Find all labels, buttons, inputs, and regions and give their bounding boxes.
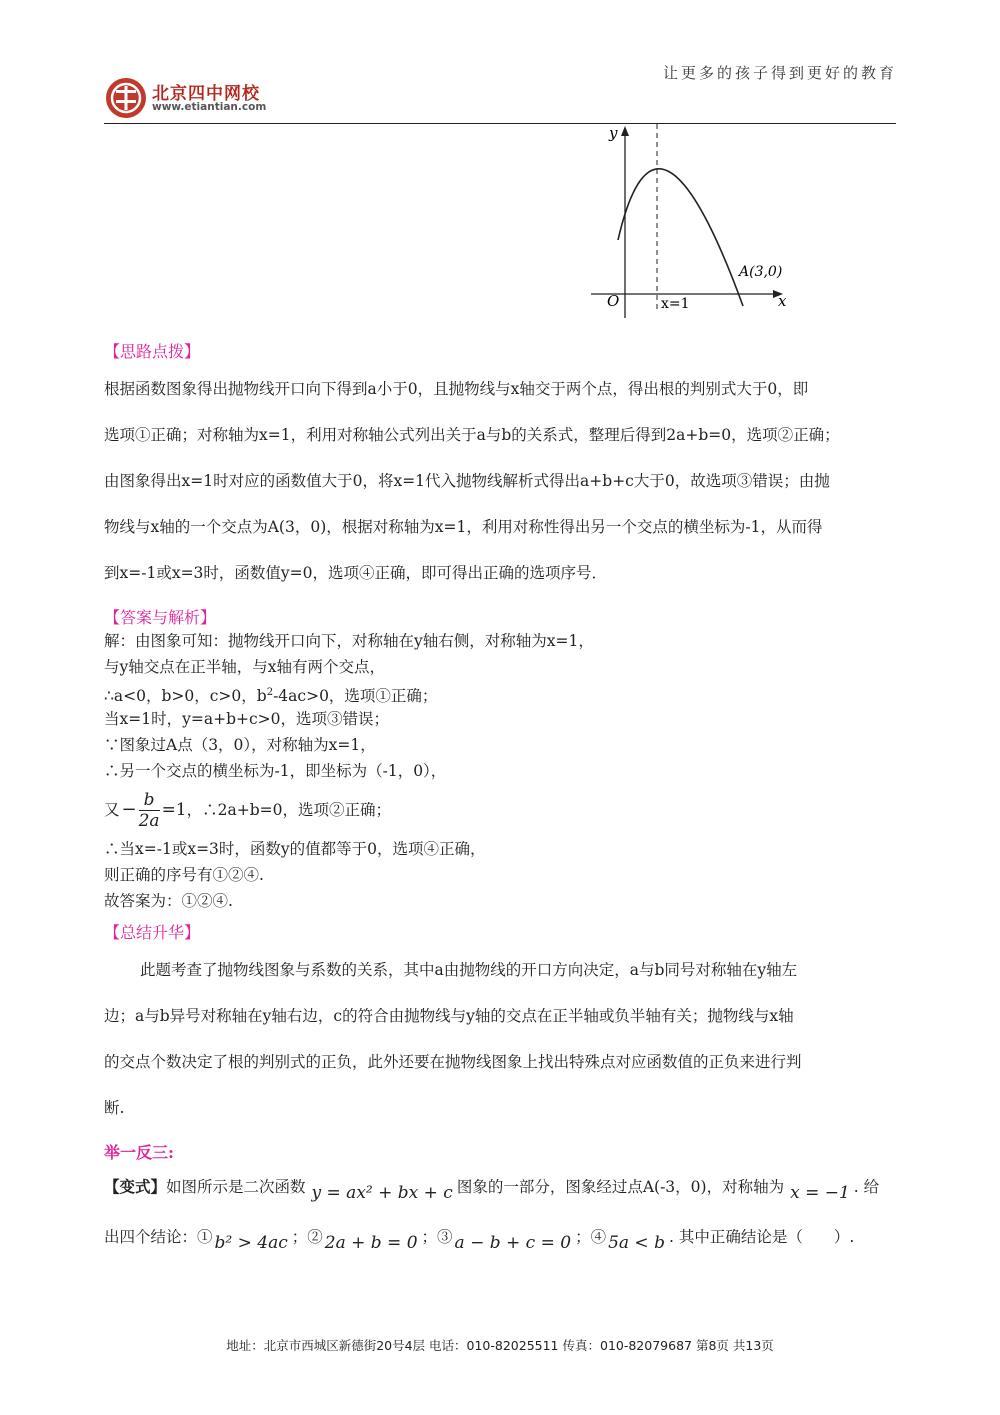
page-footer: 地址：北京市西城区新德街20号4层 电话：010-82025511 传真：010-82079687 第8页 共13页 [226, 1338, 774, 1353]
answer-text: ∴a<0，b>0，c>0，b [104, 687, 267, 706]
practice-problem [104, 1175, 896, 1265]
practice-text: 图象的一部分，图象经过点A(-3，0)，对称轴为 [456, 1178, 785, 1196]
practice-line [104, 1225, 896, 1265]
hint-line: 到x=-1或x=3时，函数值y=0，选项④正确，即可得出正确的选项序号． [104, 564, 608, 582]
summary-line: 的交点个数决定了根的判别式的正负，此外还要在抛物线图象上找出特殊点对应函数值的正负来进行判 [104, 1053, 802, 1071]
practice-text: 出四个结论：① [104, 1228, 213, 1246]
formula: y = ax² + bx + c [311, 1183, 453, 1203]
formula: a − b + c = 0 [454, 1233, 572, 1253]
formula: b² > 4ac [214, 1233, 288, 1253]
school-logo-icon [104, 76, 148, 120]
answer-text: -4ac>0，选项①正确； [273, 687, 438, 706]
formula: 5a < b [608, 1233, 665, 1253]
fraction-denominator: 2a [138, 810, 160, 831]
formula: x = −1 [790, 1183, 850, 1203]
answer-text: 又 [104, 801, 120, 819]
origin-label: O [607, 292, 620, 310]
answer-line: 与y轴交点在正半轴，与x轴有两个交点， [104, 658, 385, 676]
practice-text: ；④ [575, 1228, 607, 1246]
superscript: 2 [266, 687, 274, 698]
answer-line: ∴当x=-1或x=3时，函数y的值都等于0，选项④正确， [104, 840, 486, 858]
answer-line: ∴另一个交点的横坐标为-1，即坐标为（-1，0）， [104, 762, 447, 780]
practice-text: ；② [291, 1228, 323, 1246]
logo-name: 北京四中网校 [152, 84, 260, 104]
formula: 2a + b = 0 [324, 1233, 418, 1253]
x-label: x [778, 292, 787, 310]
answer-line-fraction: 又 − $\frac{b}{2a}$ =1 ，∴2a+b=0，选项②正确； [104, 789, 391, 831]
practice-heading: 举一反三: [104, 1143, 174, 1162]
answer-text: ，∴2a+b=0，选项②正确； [186, 801, 391, 819]
practice-text: 如图所示是二次函数 [166, 1178, 306, 1196]
hint-line: 物线与x轴的一个交点为A(3，0)，根据对称轴为x=1，利用对称性得出另一个交点的横坐标为-1，从而得 [104, 518, 823, 536]
practice-text: . 其中正确结论是（ ）. [668, 1228, 855, 1246]
fraction [139, 790, 160, 831]
equation-text: =1 [161, 800, 187, 820]
hint-heading: 【思路点拨】 [104, 342, 201, 361]
practice-text: ；③ [421, 1228, 453, 1246]
hint-paragraph [104, 366, 896, 596]
summary-line: 此题考查了抛物线图象与系数的关系，其中a由抛物线的开口方向决定，a与b同号对称轴在y轴左 [140, 961, 798, 979]
answer-line: 解：由图象可知：抛物线开口向下，对称轴在y轴右侧，对称轴为x=1， [104, 632, 594, 650]
y-axis-arrow-icon [621, 126, 629, 136]
point-a-label: A(3,0) [739, 264, 783, 280]
hint-line: 由图象得出x=1时对应的函数值大于0，将x=1代入抛物线解析式得出a+b+c大于0，故选项③错误；由抛 [104, 472, 830, 490]
axis-label: x=1 [661, 296, 690, 312]
fraction-numerator: b [139, 790, 160, 811]
summary-line: 断. [104, 1099, 125, 1117]
variant-tag: 【变式】 [104, 1177, 167, 1196]
summary-line: 边；a与b异号对称轴在y轴右边，c的符合由抛物线与y轴的交点在正半轴或负半轴有关；抛物线与x轴 [104, 1007, 794, 1025]
answer-line: 故答案为：①②④. [104, 892, 233, 910]
answer-line: 则正确的序号有①②④. [104, 866, 264, 884]
summary-paragraph [104, 947, 896, 1131]
hint-line: 选项①正确；对称轴为x=1，利用对称轴公式列出关于a与b的关系式，整理后得到2a+b=0，选项②正确； [104, 426, 840, 444]
header-slogan: 让更多的孩子得到更好的教育 [662, 64, 897, 82]
answer-line [104, 680, 594, 706]
answer-line: 当x=1时，y=a+b+c>0，选项③错误； [104, 710, 390, 728]
parabola-figure [585, 122, 815, 322]
practice-line [104, 1175, 896, 1215]
parabola-curve [618, 169, 743, 306]
summary-heading: 【总结升华】 [104, 923, 201, 942]
answer-heading: 【答案与解析】 [104, 608, 217, 627]
y-label: y [609, 124, 618, 142]
answer-body [104, 628, 594, 914]
logo-url: www.etiantian.com [152, 101, 267, 113]
practice-text: . 给 [853, 1178, 880, 1196]
hint-line: 根据函数图象得出抛物线开口向下得到a小于0，且抛物线与x轴交于两个点，得出根的判别式大于0，即 [104, 380, 809, 398]
answer-line: ∵图象过A点（3，0），对称轴为x=1， [104, 736, 376, 754]
